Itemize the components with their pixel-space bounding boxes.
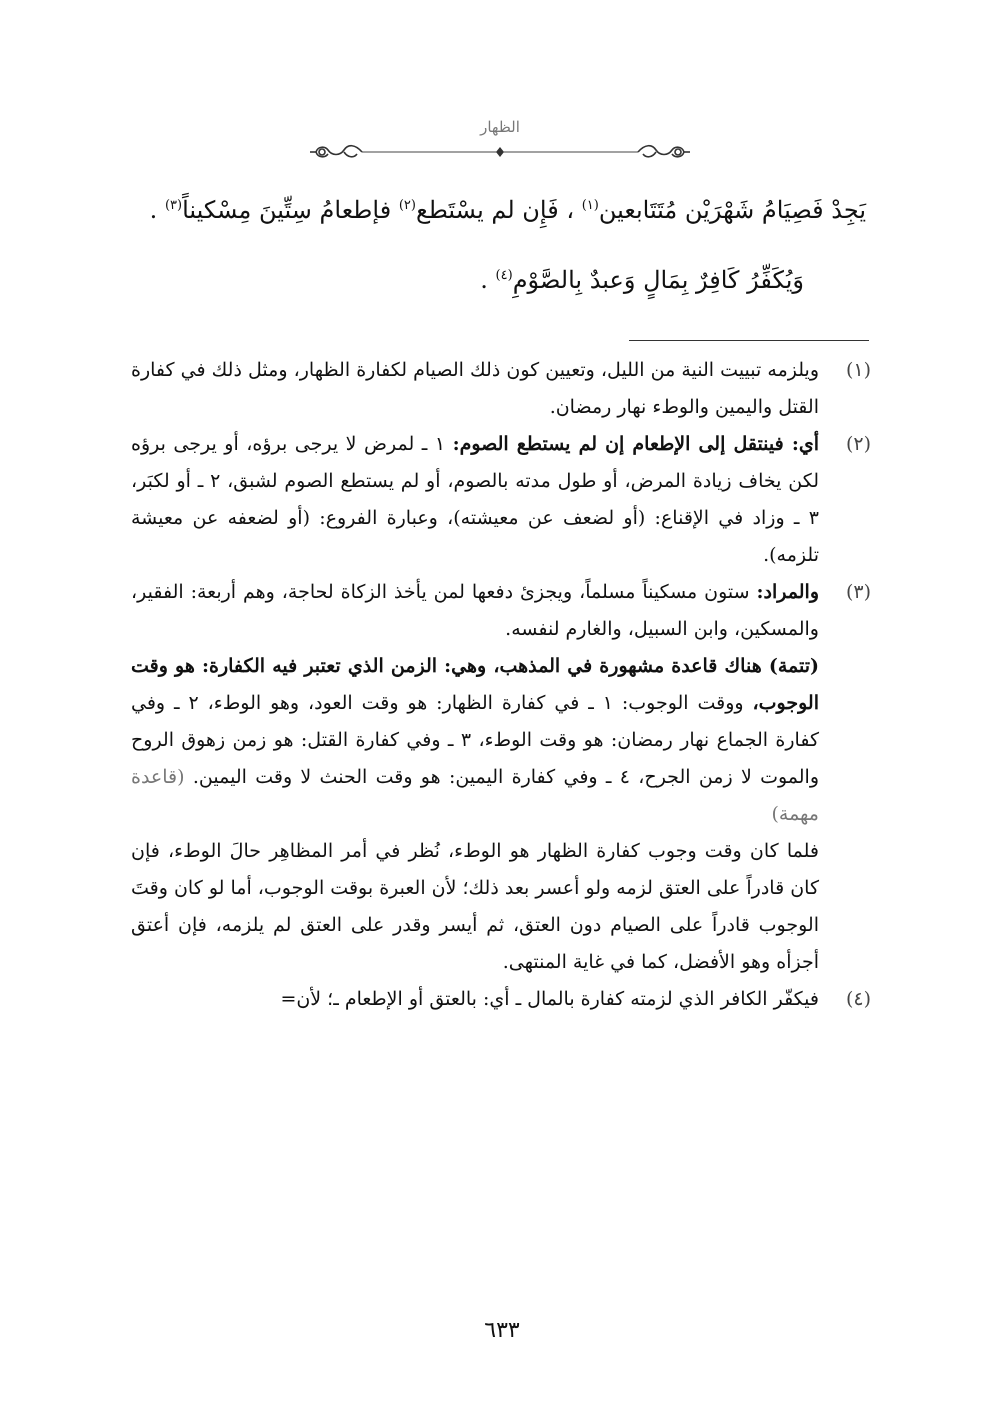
running-header	[300, 110, 700, 170]
verse-text: فإطعامُ سِتِّينَ مِسْكيناً	[182, 196, 392, 224]
verse-punct: .	[149, 196, 158, 224]
verse-text: وَيُكَفِّرُ كَافِرٌ بِمَالٍ وَعبدٌ بِالصَّوْمِ	[512, 266, 804, 294]
footnote-ref[interactable]: (٣)	[164, 198, 183, 213]
footnote-ref[interactable]: (١)	[581, 198, 599, 213]
footnote-2	[131, 426, 871, 574]
footnote-1	[131, 352, 871, 426]
footnote-ref[interactable]: (٢)	[398, 198, 416, 213]
footnote-bold-lead: أي: فينتقل إلى الإطعام إن لم يستطع الصوم:	[452, 433, 819, 455]
footnote-bold-lead: والمراد:	[756, 581, 819, 603]
tatimma-text: ووقت الوجوب: ١ ـ في كفارة الظهار: هو وقت العود، وهو الوطء، ٢ ـ وفي كفارة الجماع نهار رمضان: هو وقت الوطء، ٣ ـ وفي كفارة القتل: هو زمن زهوق الروح والموت لا زمن الجرح، ٤ ـ وفي كفارة اليمين: هو وقت الحنث لا وقت اليمين.	[131, 692, 820, 788]
footnote-number: (٢)	[845, 433, 871, 455]
footnote-text: ويلزمه تبييت النية من الليل، وتعيين كون ذلك الصيام لكفارة الظهار، ومثل ذلك في كفارة القتل واليمين والوطء نهار رمضان.	[131, 359, 819, 418]
footnote-3	[131, 574, 871, 981]
footnote-text: فيكفّر الكافر الذي لزمته كفارة بالمال ـ أي: بالعتق أو الإطعام ـ؛ لأن=	[280, 988, 819, 1010]
footnote-4	[131, 981, 871, 1018]
verse-text: يَجِدْ فَصِيَامُ شَهْرَيْن مُتَتَابعين	[598, 196, 866, 224]
header-ornament-icon	[300, 140, 700, 164]
footnote-text: ستون مسكيناً مسلماً، ويجزئ دفعها لمن يأخذ الزكاة لحاجة، وهم أربعة: الفقير، والمسكين، وابن السبيل، والغارم لنفسه.	[131, 581, 819, 640]
running-title: الظهار	[480, 118, 520, 136]
verse-line-2	[480, 262, 804, 298]
rule-tag: (قاعدة مهمة)	[131, 766, 819, 825]
footnote-text: ١ ـ لمرض لا يرجى برؤه، أو يرجى برؤه لكن يخاف زيادة المرض، أو طول مدته بالصوم، أو لم يستطع الصوم لشبق، ٢ ـ أو لكبَر، ٣ ـ وزاد في الإقناع: (أو لضعف عن معيشته)، وعبارة الفروع: (أو لضعفه عن معيشة تلزمه).	[131, 433, 819, 566]
footnote-ref[interactable]: (٤)	[495, 268, 513, 283]
footnote-number: (٣)	[845, 581, 871, 603]
tatimma-paragraph	[131, 648, 819, 833]
footnote-separator	[629, 340, 869, 341]
verse-line-1	[150, 192, 866, 228]
tatimma-bold: (تتمة) هناك قاعدة مشهورة في المذهب، وهي: الزمن الذي تعتبر فيه الكفارة: هو وقت الوجوب،	[131, 655, 819, 714]
page-number: ٦٣٣	[484, 1318, 520, 1343]
footnotes	[131, 352, 871, 1018]
footnote-number: (١)	[845, 359, 871, 381]
verse-text: ، فَإِن لم يسْتَطع	[415, 196, 575, 224]
explanation-paragraph: فلما كان وقت وجوب كفارة الظهار هو الوطء، نُظر في أمر المظاهِر حالَ الوطء، فإن كان قادراً على العتق لزمه ولو أعسر بعد ذلك؛ لأن العبرة بوقت الوجوب، أما لو كان وقتَ الوجوب قادراً على الصيام دون العتق، ثم أيسر وقدر على العتق لم يلزمه، فإن أعتق أجزأه وهو الأفضل، كما في غاية المنتهى.	[131, 840, 819, 973]
verse-punct: .	[480, 266, 488, 294]
footnote-number: (٤)	[845, 988, 871, 1010]
